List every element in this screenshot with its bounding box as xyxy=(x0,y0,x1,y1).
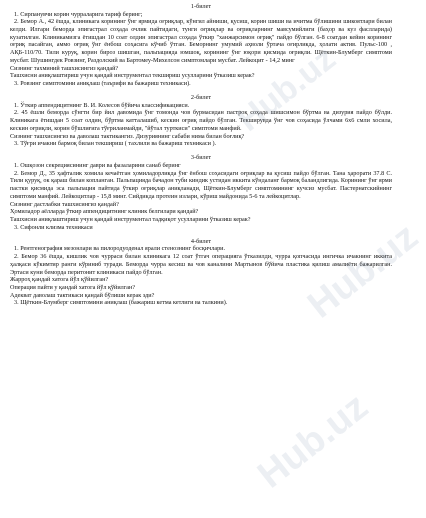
question-item: 1. Рентгенография мезонлари ва пилородуоденал ярали стенознинг босқичлари. xyxy=(14,245,226,253)
task-line: Сизнинг ташхисингиз ва даволаш тактикангиз. Дизуриянинг сабаби нима билан боғлиқ? xyxy=(10,132,245,140)
ticket-4 xyxy=(10,238,392,307)
watermark: Hub.uz xyxy=(300,215,426,327)
ticket-title: 3-билет xyxy=(190,154,212,162)
question-item: 1. Ошқозон секрециясининг даври ва фазаларини санаб беринг xyxy=(14,162,181,170)
question-item: 3. Щёткин-Блумберг симптомини аниқлаш (бажариш кетма кетлиги ва талкини). xyxy=(14,299,228,307)
task-line: Жарроҳ қандай хатога йўл қўйилган? xyxy=(10,276,109,284)
question-item: 2. Бемор А., 42 ёшда, клиникага корининг ўнг ярмида оғриқлар, кўнгил айниши, қусиш, корин шиши ва ичитма бўлишини шикоятлари билан келди. Илгари беморда эпигастрал соҳада очлик пайтидаги, тунги оғриқлар ва оғриқларнинг мавсумийлиги (баҳор ва куз фаслларида) кузатилган. Клиникамизга ётишдан 10 соат олдин эпигастрал соҳада ўткир "ханжарсимон оғриқ" пайдо бўлган. 6-8 соатдан кейин корининг оғриқ пасайган, аммо оғриқ ўнг ёнбош соҳасига кўчиб ўтган. Беморнинг умумий аҳволи ўртача оғирликда, ҳолати актив. Пульс-100 , АҚБ-110/70. Тили куруқ, корин бироз шишган, пальпацияда юмшоқ, корининг ўнг юқори қисмида оғриқли. Щёткин-Блумберг симптоми мусбат. Шушингдек Ровзинг, Раздолский ва Бартомеу-Михелсон симптомлари мусбат. Лейкоцит - 14,2 минг xyxy=(10,18,392,64)
task-line: Ташхисни аниқлаштириш учун қандай инструментал тадқиқот усулларини ўтказиш керак? xyxy=(10,215,251,223)
question-item: 1. Сирпанувчи корин чурраларига тариф беринг; xyxy=(14,10,143,18)
question-item: 3. Сифонли клизма техникаси xyxy=(14,223,93,231)
question-item: 1. Ўткир аппендицитнинг В. И. Колесов бўйича классификацияси. xyxy=(14,101,190,109)
task-line: Сизнинг дастлабки ташхисингиз қандай? xyxy=(10,200,119,208)
question-item: 3. Тўғри ичакни бармоқ билан текшириш ( тахлили ва бажариш техникаси ). xyxy=(14,140,217,148)
task-line: Адекват даволаш тактикаси қандай бўлиши керак эди? xyxy=(10,291,155,299)
ticket-title: 4-билет xyxy=(190,237,212,245)
task-line: Сизнинг тахминий ташхисингиз қандай? xyxy=(10,64,119,72)
question-item: 3. Ровзинг симптомини аниқлаш (таърифи ва бажариш техникаси). xyxy=(14,79,191,87)
ticket-title: 2-билет xyxy=(190,94,212,102)
question-item: 2. 45 ёшли беморда сўнгти бир йил давомида ўнг томонда чов бурмасидан пастроқ соҳада шишсимон бўртма ва дизурия пайдо бўлди. Клиникага ётишдан 5 соат олдин, бўртма катталашиб, кескин оғриқ пайдо бўлган. Текширувда ўнг чов соҳасида ўлчами 6х6 смли хосила, кескин оғриқли, корин бўшлиғига тўғриланмайди, "йўтал турткиси" симптоми манфий. xyxy=(10,109,392,132)
watermark: Hub.uz xyxy=(230,39,343,139)
ticket-3 xyxy=(10,154,392,231)
ticket-title: 1-билет xyxy=(190,3,212,10)
task-line: Ҳомиладор аёлларда ўткир аппендицитнинг клиник белгилари қандай? xyxy=(10,208,199,216)
ticket-2 xyxy=(10,94,392,148)
task-line: Ташхисни аниқлаштириш учун қандай инструментал текшириш усулларини ўтказиш керак? xyxy=(10,72,255,80)
watermark: Hub.uz xyxy=(250,385,376,497)
task-line: Операция пайти у қандай хатога йўл қўйилган? xyxy=(10,283,136,291)
ticket-1 xyxy=(10,3,392,88)
ticket-list xyxy=(10,3,392,307)
question-item: 2. Бемор Д., 35 ҳафталик хомила кечаётган ҳомиладорликда ўнг ёнбош соҳасидаги оғриқлар ва қусиш пайдо бўлган. Тана ҳарорати 37.8 С. Тили қуруқ, ок қараш билан копланган. Пальпацияда бачадон туби киндик устидан иккита кўндаланг бармоқ баландлигида. Корининг ўнг ярми пастки қисмида эса пальпация пайтида ўткир оғриқлар аниқланади, Щёткин-Блумберг симптомининг кучсиз мусбат. Пастернатскийнинг симптоми манфий. Лейкоцитлар - 15,8 минг. Сийдикда протеин излари, кўриш майдонида 5-6 та лейкоцитлар. xyxy=(10,169,392,200)
question-item: 2. Бемор 36 ёшда, кишлик чов чурраси билан клиникага 12 соат ўтгач операцияга ўтказилди, чурра қопчасида ингичка ичакнинг иккита ҳалқаси кўкимтир ранги кўриниб туради. Беморда чурра кесиш ва чов каналини Мартынов бўйича пластика қилиш амалиёти бажарилган. Эртаси куни беморда перитонит клиникаси пайдо бўлган. xyxy=(10,253,392,276)
